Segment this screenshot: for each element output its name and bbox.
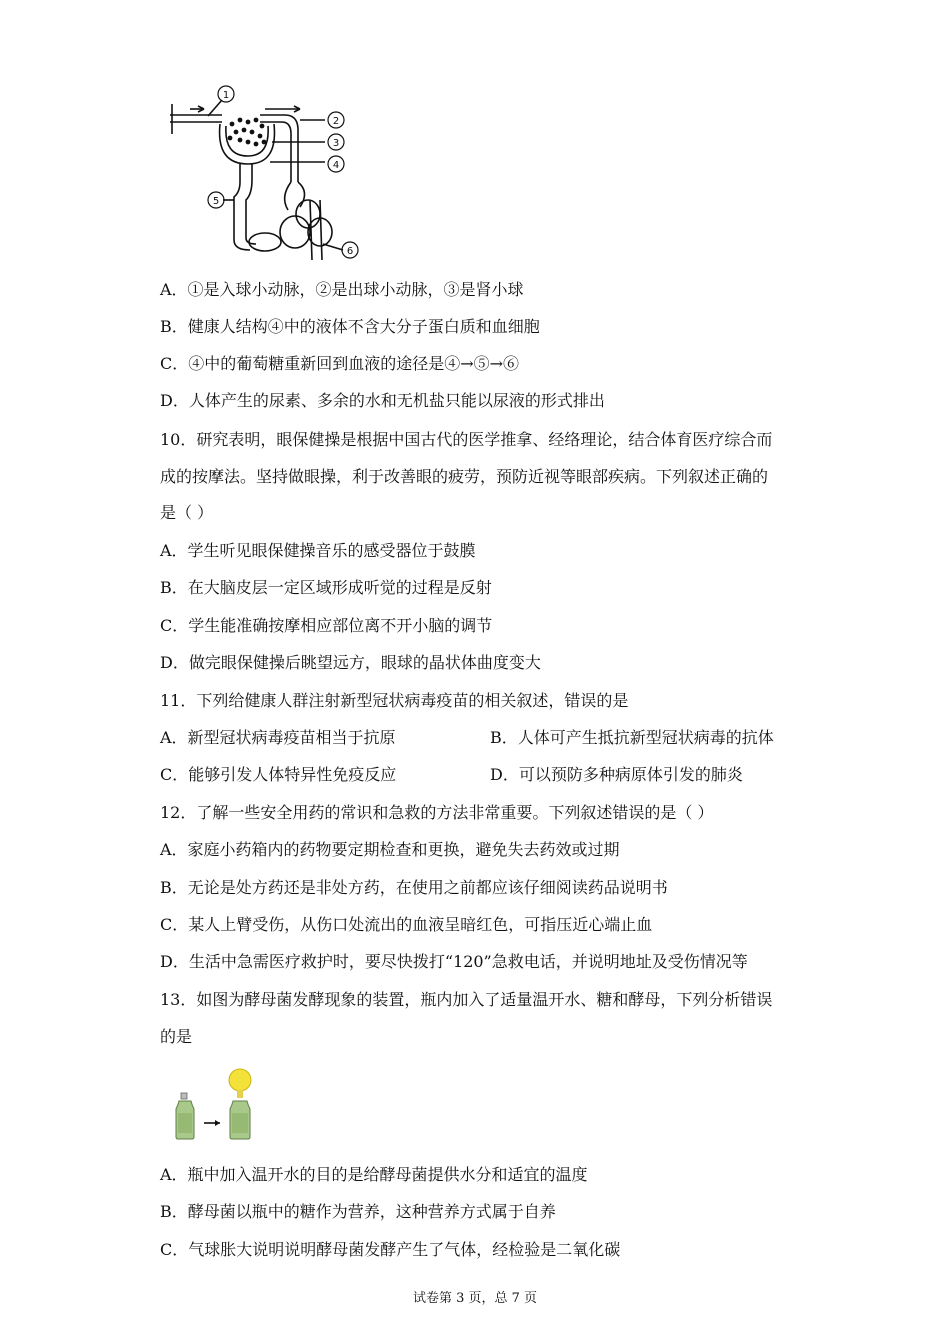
- svg-text:2: 2: [332, 116, 340, 127]
- q10-stem-line-2: 成的按摩法。坚持做眼操，利于改善眼的疲劳，预防近视等眼部疾病。下列叙述正确的: [160, 467, 769, 486]
- q12-option-d: D．生活中急需医疗救护时，要尽快拨打“120”急救电话，并说明地址及受伤情况等: [160, 952, 748, 971]
- svg-text:4: 4: [332, 160, 340, 171]
- q13-option-c: C．气球胀大说明说明酵母菌发酵产生了气体，经检验是二氧化碳: [160, 1240, 621, 1259]
- page-footer: 试卷第 3 页，总 7 页: [412, 1291, 538, 1306]
- q12-option-b: B．无论是处方药还是非处方药，在使用之前都应该仔细阅读药品说明书: [160, 878, 668, 897]
- q12-option-c: C．某人上臂受伤，从伤口处流出的血液呈暗红色，可指压近心端止血: [160, 915, 653, 934]
- nephron-diagram: [160, 82, 360, 262]
- q10-option-a: A．学生听见眼保健操音乐的感受器位于鼓膜: [160, 541, 476, 560]
- fermentation-bottles-illustration: [170, 1065, 280, 1145]
- q9-option-c: C．④中的葡萄糖重新回到血液的途径是④→⑤→⑥: [160, 354, 520, 373]
- q11-option-c: C．能够引发人体特异性免疫反应: [160, 765, 397, 784]
- q10-option-d: D．做完眼保健操后眺望远方，眼球的晶状体曲度变大: [160, 653, 541, 672]
- q13-stem-line-2: 的是: [160, 1027, 193, 1046]
- svg-text:5: 5: [212, 196, 220, 207]
- q9-option-b: B．健康人结构④中的液体不含大分子蛋白质和血细胞: [160, 317, 540, 336]
- q12-stem: 12．了解一些安全用药的常识和急救的方法非常重要。下列叙述错误的是（ ）: [160, 803, 714, 822]
- q11-option-a: A．新型冠状病毒疫苗相当于抗原: [160, 728, 396, 747]
- q9-option-a: A．①是入球小动脉，②是出球小动脉，③是肾小球: [160, 280, 524, 299]
- svg-text:6: 6: [346, 246, 354, 257]
- q13-stem-line-1: 13．如图为酵母菌发酵现象的装置，瓶内加入了适量温开水、糖和酵母，下列分析错误: [160, 990, 773, 1009]
- q9-option-d: D．人体产生的尿素、多余的水和无机盐只能以尿液的形式排出: [160, 391, 605, 410]
- q10-option-b: B．在大脑皮层一定区域形成听觉的过程是反射: [160, 578, 492, 597]
- q13-option-a: A．瓶中加入温开水的目的是给酵母菌提供水分和适宜的温度: [160, 1165, 588, 1184]
- q11-option-b: B．人体可产生抵抗新型冠状病毒的抗体: [490, 728, 774, 747]
- q10-option-c: C．学生能准确按摩相应部位离不开小脑的调节: [160, 616, 493, 635]
- q11-stem: 11．下列给健康人群注射新型冠状病毒疫苗的相关叙述，错误的是: [160, 691, 629, 710]
- svg-text:1: 1: [222, 90, 230, 101]
- q12-option-a: A．家庭小药箱内的药物要定期检查和更换，避免失去药效或过期: [160, 840, 620, 859]
- svg-text:3: 3: [332, 138, 340, 149]
- q13-option-b: B．酵母菌以瓶中的糖作为营养，这种营养方式属于自养: [160, 1202, 556, 1221]
- q10-stem-line-1: 10．研究表明，眼保健操是根据中国古代的医学推拿、经络理论，结合体育医疗综合而: [160, 430, 773, 449]
- q11-option-d: D．可以预防多种病原体引发的肺炎: [490, 765, 743, 784]
- q10-stem-line-3: 是（ ）: [160, 503, 214, 522]
